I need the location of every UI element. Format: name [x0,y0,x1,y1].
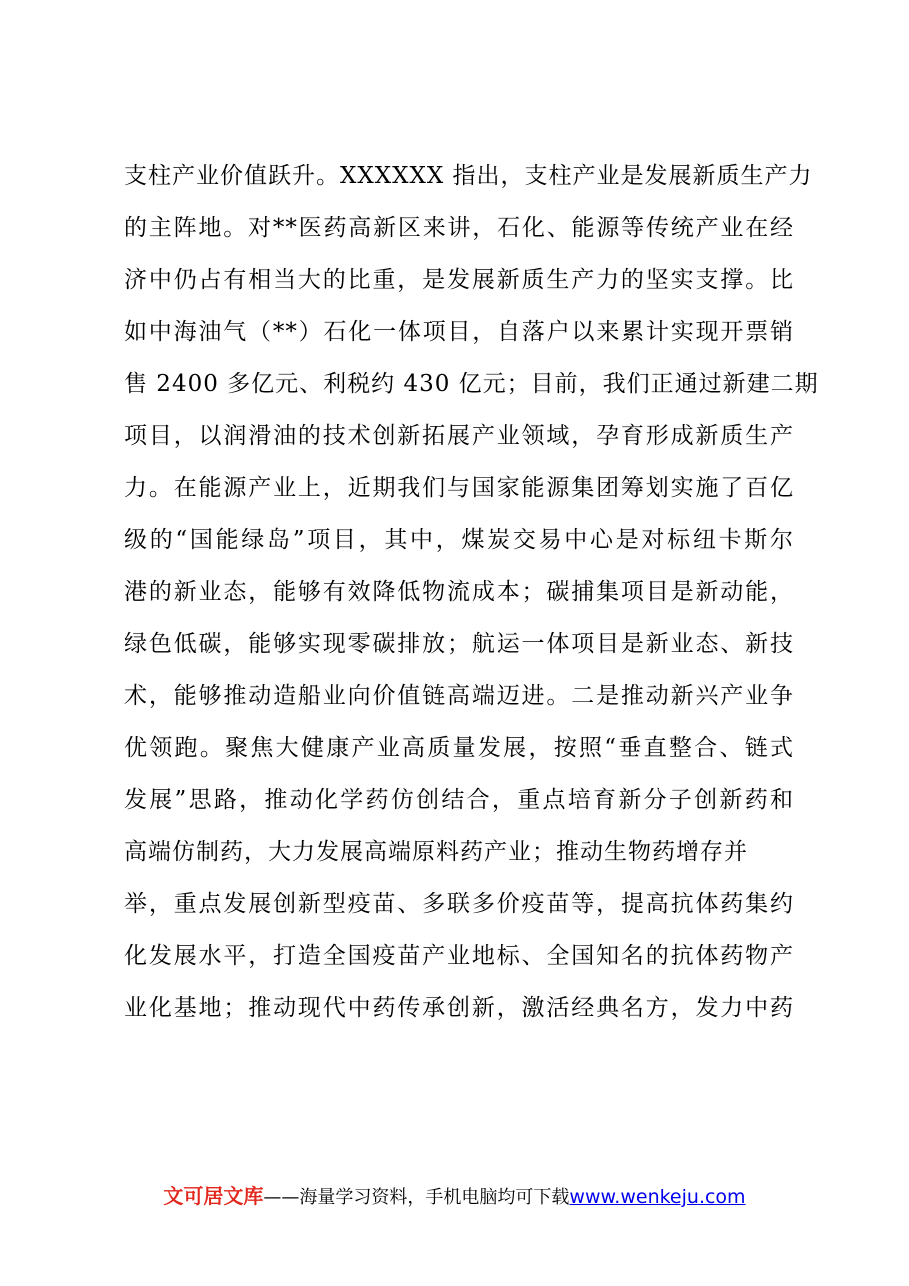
footer-tagline: ——海量学习资料，手机电脑均可下载 [263,1187,570,1208]
footer-banner [0,1180,909,1209]
text-line-15: 举，重点发展创新型疫苗、多联多价疫苗等，提高抗体药集约 [124,891,794,917]
text-line-7: 力。在能源产业上，近期我们与国家能源集团筹划实施了百亿 [124,475,794,501]
text-line-12: 优领跑。聚焦大健康产业高质量发展，按照“垂直整合、链式 [124,735,794,761]
text-line-5: 售 2400 多亿元、利税约 430 亿元；目前，我们正通过新建二期 [124,371,819,397]
text-line-2: 的主阵地。对**医药高新区来讲，石化、能源等传统产业在经 [124,215,794,241]
text-line-10: 绿色低碳，能够实现零碳排放；航运一体项目是新业态、新技 [124,631,794,657]
text-line-3: 济中仍占有相当大的比重，是发展新质生产力的坚实支撑。比 [124,267,794,293]
footer-site-link[interactable]: www.wenkeju.com [569,1186,746,1208]
text-line-1: 支柱产业价值跃升。XXXXXX 指出，支柱产业是发展新质生产力 [124,163,813,189]
text-line-14: 高端仿制药，大力发展高端原料药产业；推动生物药增存并 [124,839,748,865]
text-line-8: 级的“国能绿岛”项目，其中，煤炭交易中心是对标纽卡斯尔 [124,527,794,553]
text-line-13: 发展”思路，推动化学药仿创结合，重点培育新分子创新药和 [124,787,794,813]
text-line-6: 项目，以润滑油的技术创新拓展产业领域，孕育形成新质生产 [124,423,794,449]
text-line-9: 港的新业态，能够有效降低物流成本；碳捕集项目是新动能， [124,579,794,605]
footer-brand: 文可居文库 [163,1184,264,1208]
text-line-11: 术，能够推动造船业向价值链高端迈进。二是推动新兴产业争 [124,683,794,709]
body-text [124,150,819,1034]
text-line-4: 如中海油气（**）石化一体项目，自落户以来累计实现开票销 [124,319,794,345]
text-line-17: 业化基地；推动现代中药传承创新，激活经典名方，发力中药 [124,995,794,1021]
text-line-16: 化发展水平，打造全国疫苗产业地标、全国知名的抗体药物产 [124,943,794,969]
